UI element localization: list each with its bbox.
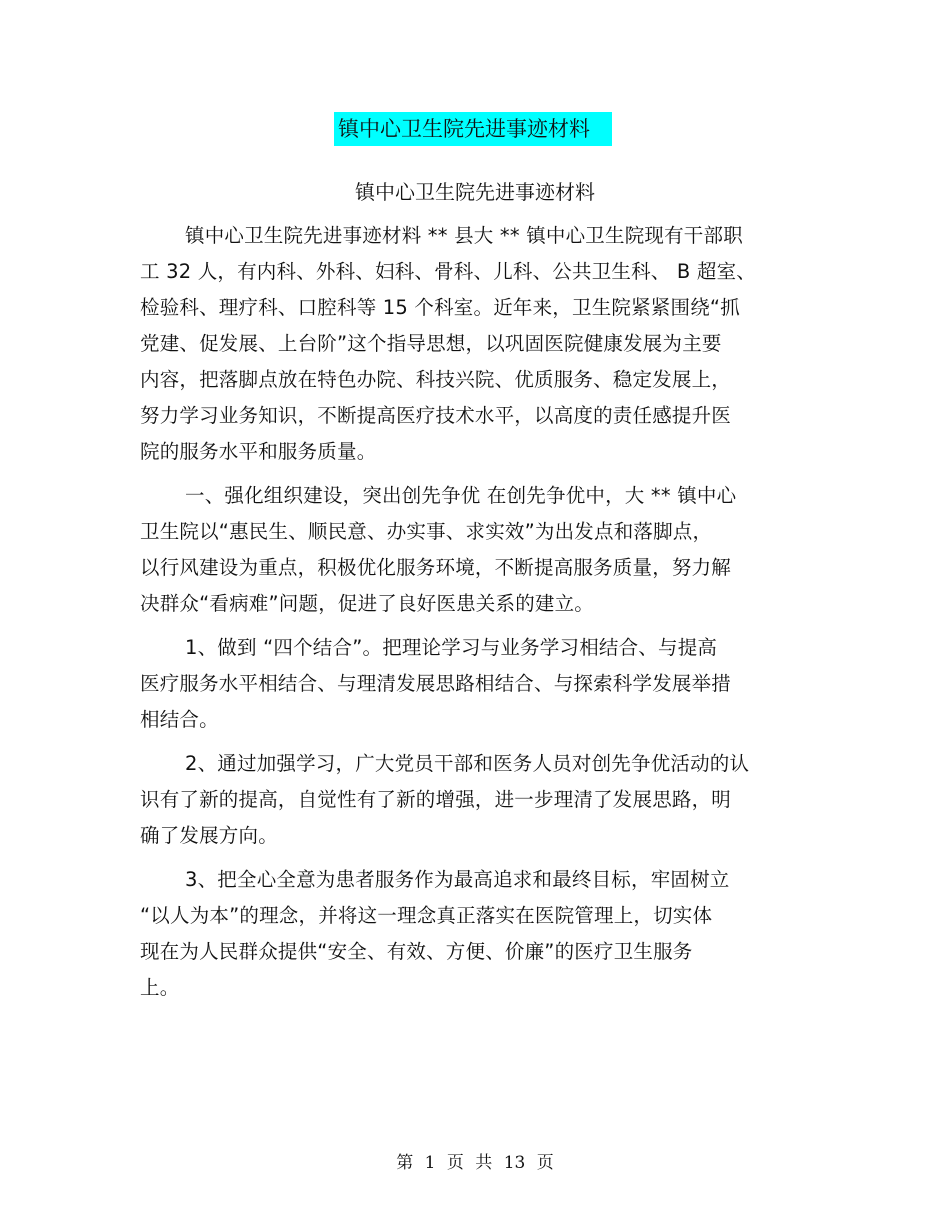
body-line: 识有了新的提高，自觉性有了新的增强，进一步理清了发展思路，明 [140, 788, 732, 811]
body-line: “以人为本”的理念，并将这一理念真正落实在医院管理上，切实体 [140, 904, 713, 927]
body-line: 工 32 人，有内科、外科、妇科、骨科、儿科、公共卫生科、 B 超室、 [140, 260, 756, 283]
body-line: 医疗服务水平相结合、与理清发展思路相结合、与探索科学发展举措 [140, 672, 732, 695]
document-subtitle: 镇中心卫生院先进事迹材料 [355, 180, 595, 204]
page-footer: 第 1 页 共 13 页 [396, 1153, 554, 1173]
body-line: 努力学习业务知识，不断提高医疗技术水平，以高度的责任感提升医 [140, 404, 732, 427]
body-line: 内容，把落脚点放在特色办院、科技兴院、优质服务、稳定发展上， [140, 368, 732, 391]
body-line: 院的服务水平和服务质量。 [140, 440, 377, 463]
body-line: 决群众“看病难”问题，促进了良好医患关系的建立。 [140, 592, 595, 615]
body-line: 3、把全心全意为患者服务作为最高追求和最终目标，牢固树立 [185, 868, 730, 891]
document-body [140, 218, 800, 1006]
body-line: 1、做到 “四个结合”。把理论学习与业务学习相结合、与提高 [185, 636, 718, 659]
body-line: 镇中心卫生院先进事迹材料 ** 县大 ** 镇中心卫生院现有干部职 [185, 224, 743, 247]
document-title: 镇中心卫生院先进事迹材料 [334, 112, 612, 146]
body-line: 确了发展方向。 [140, 824, 278, 847]
body-line: 相结合。 [140, 708, 219, 731]
body-line: 现在为人民群众提供“安全、有效、方便、价廉”的医疗卫生服务 [140, 940, 693, 963]
body-line: 检验科、理疗科、口腔科等 15 个科室。近年来，卫生院紧紧围绕“抓 [140, 296, 740, 319]
body-line: 卫生院以“惠民生、顺民意、办实事、求实效”为出发点和落脚点， [140, 520, 713, 543]
body-line: 上。 [140, 976, 180, 999]
body-line: 一、强化组织建设，突出创先争优 在创先争优中，大 ** 镇中心 [185, 484, 737, 507]
body-line: 党建、促发展、上台阶”这个指导思想，以巩固医院健康发展为主要 [140, 332, 722, 355]
body-line: 以行风建设为重点，积极优化服务环境，不断提高服务质量，努力解 [140, 556, 732, 579]
title-wrap [0, 112, 950, 146]
body-line: 2、通过加强学习，广大党员干部和医务人员对创先争优活动的认 [185, 752, 750, 775]
